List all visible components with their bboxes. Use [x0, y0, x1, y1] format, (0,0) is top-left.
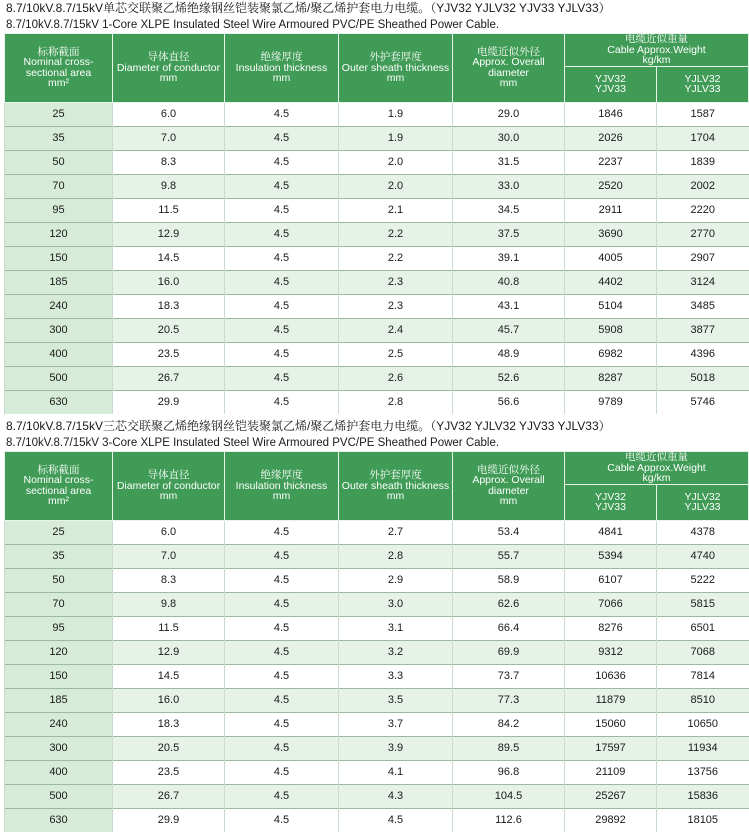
table-cell: 31.5: [453, 150, 565, 174]
table-cell: 4.5: [225, 784, 339, 808]
table-row: [5, 246, 749, 270]
table-cell: 89.5: [453, 736, 565, 760]
table-cell: 16.0: [113, 688, 225, 712]
table-cell: 6107: [565, 568, 657, 592]
table-cell: 62.6: [453, 592, 565, 616]
table-cell: 21109: [565, 760, 657, 784]
table-cell: 3690: [565, 222, 657, 246]
th-sheath: 外护套厚度 Outer sheath thickness mm: [339, 452, 453, 521]
table1-title-cn: 8.7/10kV.8.7/15kV单芯交联聚乙烯绝缘钢丝铠装聚氯乙烯/聚乙烯护套电力电缆。（YJV32 YJLV32 YJV33 YJLV33）: [6, 1, 611, 15]
cell-nominal-area: 95: [5, 616, 113, 640]
table2: [4, 451, 749, 832]
table-cell: 11879: [565, 688, 657, 712]
table-cell: 9312: [565, 640, 657, 664]
cell-nominal-area: 70: [5, 592, 113, 616]
table-cell: 104.5: [453, 784, 565, 808]
three-core-section: [0, 418, 721, 832]
table-cell: 18.3: [113, 294, 225, 318]
table-cell: 12.9: [113, 640, 225, 664]
table-row: [5, 544, 749, 568]
table-cell: 4.5: [225, 688, 339, 712]
table-cell: 14.5: [113, 246, 225, 270]
table-cell: 39.1: [453, 246, 565, 270]
table-cell: 5222: [657, 568, 749, 592]
table-cell: 34.5: [453, 198, 565, 222]
table-cell: 3124: [657, 270, 749, 294]
table-cell: 29.9: [113, 390, 225, 414]
table-cell: 4.5: [225, 520, 339, 544]
table-row: [5, 366, 749, 390]
table2-title-en: 8.7/10kV.8.7/15kV 3-Core XLPE Insulated Steel Wire Armoured PVC/PE Sheathed Power Cable.: [6, 437, 500, 449]
cell-nominal-area: 240: [5, 294, 113, 318]
table-cell: 17597: [565, 736, 657, 760]
table2-title: [0, 418, 650, 451]
table-cell: 4.3: [339, 784, 453, 808]
table1-title: [0, 0, 650, 33]
table-cell: 5908: [565, 318, 657, 342]
table-cell: 3.7: [339, 712, 453, 736]
table-cell: 4.5: [225, 592, 339, 616]
table-cell: 2026: [565, 126, 657, 150]
table1-body: [5, 102, 749, 414]
th-sheath: 外护套厚度 Outer sheath thickness mm: [339, 34, 453, 103]
table-cell: 1846: [565, 102, 657, 126]
table-cell: 12.9: [113, 222, 225, 246]
table-cell: 8276: [565, 616, 657, 640]
cell-nominal-area: 70: [5, 174, 113, 198]
cell-nominal-area: 50: [5, 150, 113, 174]
table-cell: 2.7: [339, 520, 453, 544]
table-row: [5, 318, 749, 342]
table-cell: 6.0: [113, 520, 225, 544]
table-cell: 53.4: [453, 520, 565, 544]
table-cell: 11934: [657, 736, 749, 760]
table-cell: 3.1: [339, 616, 453, 640]
table-cell: 29.9: [113, 808, 225, 832]
table-cell: 4378: [657, 520, 749, 544]
table-cell: 4.5: [225, 544, 339, 568]
table-cell: 16.0: [113, 270, 225, 294]
table-cell: 33.0: [453, 174, 565, 198]
table-cell: 4841: [565, 520, 657, 544]
table-cell: 4.5: [225, 102, 339, 126]
table-cell: 4.1: [339, 760, 453, 784]
table-cell: 7068: [657, 640, 749, 664]
table-cell: 14.5: [113, 664, 225, 688]
table-cell: 2.2: [339, 222, 453, 246]
table-cell: 1.9: [339, 102, 453, 126]
table-cell: 48.9: [453, 342, 565, 366]
table-cell: 4.5: [225, 640, 339, 664]
table-cell: 23.5: [113, 760, 225, 784]
table-cell: 4396: [657, 342, 749, 366]
table-cell: 7.0: [113, 544, 225, 568]
table-cell: 11.5: [113, 198, 225, 222]
table-cell: 15836: [657, 784, 749, 808]
cell-nominal-area: 185: [5, 688, 113, 712]
table-row: [5, 688, 749, 712]
table-row: [5, 520, 749, 544]
cell-nominal-area: 400: [5, 342, 113, 366]
table-cell: 2520: [565, 174, 657, 198]
cell-nominal-area: 300: [5, 736, 113, 760]
table-cell: 73.7: [453, 664, 565, 688]
table-cell: 4740: [657, 544, 749, 568]
table-cell: 2.9: [339, 568, 453, 592]
table-cell: 66.4: [453, 616, 565, 640]
table-cell: 8287: [565, 366, 657, 390]
table-cell: 30.0: [453, 126, 565, 150]
table-cell: 4.5: [225, 808, 339, 832]
table-cell: 1704: [657, 126, 749, 150]
table-cell: 4.5: [225, 198, 339, 222]
table-cell: 1587: [657, 102, 749, 126]
table-cell: 37.5: [453, 222, 565, 246]
table-cell: 7.0: [113, 126, 225, 150]
table-row: [5, 616, 749, 640]
table-cell: 5394: [565, 544, 657, 568]
table-cell: 3485: [657, 294, 749, 318]
table-cell: 7814: [657, 664, 749, 688]
table-row: [5, 198, 749, 222]
table-row: [5, 150, 749, 174]
table-cell: 4.5: [225, 568, 339, 592]
table-cell: 4.5: [225, 390, 339, 414]
table-cell: 4005: [565, 246, 657, 270]
table-cell: 3.0: [339, 592, 453, 616]
cell-nominal-area: 630: [5, 808, 113, 832]
cell-nominal-area: 500: [5, 784, 113, 808]
table-row: [5, 342, 749, 366]
cell-nominal-area: 300: [5, 318, 113, 342]
table-cell: 2907: [657, 246, 749, 270]
table-cell: 58.9: [453, 568, 565, 592]
table-cell: 4.5: [225, 318, 339, 342]
table-cell: 10636: [565, 664, 657, 688]
table-cell: 23.5: [113, 342, 225, 366]
table-cell: 18105: [657, 808, 749, 832]
table-cell: 8.3: [113, 568, 225, 592]
table-cell: 2.1: [339, 198, 453, 222]
table-cell: 7066: [565, 592, 657, 616]
table2-title-cn: 8.7/10kV.8.7/15kV三芯交联聚乙烯绝缘钢丝铠装聚氯乙烯/聚乙烯护套电力电缆。（YJV32 YJLV32 YJV33 YJLV33）: [6, 419, 611, 433]
th-weight-yjlv: YJLV32 YJLV33: [657, 484, 749, 520]
table-cell: 10650: [657, 712, 749, 736]
table-cell: 9.8: [113, 592, 225, 616]
cell-nominal-area: 500: [5, 366, 113, 390]
table-cell: 2.4: [339, 318, 453, 342]
cell-nominal-area: 185: [5, 270, 113, 294]
table-row: [5, 592, 749, 616]
table1-title-en: 8.7/10kV.8.7/15kV 1-Core XLPE Insulated Steel Wire Armoured PVC/PE Sheathed Power Cable.: [6, 19, 500, 31]
table-row: [5, 664, 749, 688]
cell-nominal-area: 50: [5, 568, 113, 592]
table-cell: 4.5: [225, 366, 339, 390]
table-cell: 18.3: [113, 712, 225, 736]
table-cell: 56.6: [453, 390, 565, 414]
table-cell: 2237: [565, 150, 657, 174]
table-cell: 6982: [565, 342, 657, 366]
cell-nominal-area: 35: [5, 544, 113, 568]
table-cell: 4.5: [225, 270, 339, 294]
table-cell: 3.3: [339, 664, 453, 688]
table-cell: 3.5: [339, 688, 453, 712]
table-cell: 4.5: [225, 126, 339, 150]
table-row: [5, 174, 749, 198]
table-cell: 20.5: [113, 736, 225, 760]
table-cell: 29892: [565, 808, 657, 832]
table-row: [5, 294, 749, 318]
table-cell: 6.0: [113, 102, 225, 126]
table-cell: 2.8: [339, 390, 453, 414]
table-cell: 5815: [657, 592, 749, 616]
table-cell: 96.8: [453, 760, 565, 784]
cell-nominal-area: 25: [5, 102, 113, 126]
table-cell: 84.2: [453, 712, 565, 736]
table-row: [5, 784, 749, 808]
single-core-section: [0, 0, 721, 414]
table-cell: 15060: [565, 712, 657, 736]
table-row: [5, 568, 749, 592]
table-cell: 2.5: [339, 342, 453, 366]
table-cell: 5746: [657, 390, 749, 414]
table-cell: 26.7: [113, 784, 225, 808]
table2-body: [5, 520, 749, 832]
table-cell: 4402: [565, 270, 657, 294]
th-insulation: 绝缘厚度 Insulation thickness mm: [225, 34, 339, 103]
cell-nominal-area: 150: [5, 246, 113, 270]
th-weight: 电缆近似重量 Cable Approx.Weight kg/km: [565, 452, 749, 485]
table-cell: 11.5: [113, 616, 225, 640]
table-cell: 2.3: [339, 270, 453, 294]
table-cell: 2.0: [339, 174, 453, 198]
th-nominal: 标称截面 Nominal cross-sectional area mm²: [5, 452, 113, 521]
table1: [4, 33, 749, 414]
cell-nominal-area: 95: [5, 198, 113, 222]
table-cell: 4.5: [225, 664, 339, 688]
cell-nominal-area: 120: [5, 640, 113, 664]
th-weight: 电缆近似重量 Cable Approx.Weight kg/km: [565, 34, 749, 67]
table-cell: 2.0: [339, 150, 453, 174]
table-cell: 6501: [657, 616, 749, 640]
cell-nominal-area: 120: [5, 222, 113, 246]
table-cell: 40.8: [453, 270, 565, 294]
table-cell: 2911: [565, 198, 657, 222]
table-cell: 52.6: [453, 366, 565, 390]
table-cell: 2220: [657, 198, 749, 222]
table-cell: 9789: [565, 390, 657, 414]
th-diameter: 导体直径 Diameter of conductor mm: [113, 34, 225, 103]
table-cell: 9.8: [113, 174, 225, 198]
table-cell: 25267: [565, 784, 657, 808]
table-cell: 5018: [657, 366, 749, 390]
table-cell: 1839: [657, 150, 749, 174]
th-overall: 电缆近似外径 Approx. Overall diameter mm: [453, 452, 565, 521]
table-row: [5, 222, 749, 246]
th-weight-yjv: YJV32 YJV33: [565, 484, 657, 520]
table-cell: 77.3: [453, 688, 565, 712]
table-row: [5, 390, 749, 414]
table-row: [5, 102, 749, 126]
table-cell: 4.5: [225, 712, 339, 736]
table-cell: 29.0: [453, 102, 565, 126]
cell-nominal-area: 35: [5, 126, 113, 150]
table-cell: 2.8: [339, 544, 453, 568]
cell-nominal-area: 25: [5, 520, 113, 544]
table-row: [5, 270, 749, 294]
cell-nominal-area: 630: [5, 390, 113, 414]
table-cell: 4.5: [225, 222, 339, 246]
table-cell: 3.9: [339, 736, 453, 760]
th-insulation: 绝缘厚度 Insulation thickness mm: [225, 452, 339, 521]
table-cell: 4.5: [225, 294, 339, 318]
table-cell: 45.7: [453, 318, 565, 342]
table-cell: 20.5: [113, 318, 225, 342]
table-cell: 4.5: [225, 150, 339, 174]
table-cell: 43.1: [453, 294, 565, 318]
table-cell: 8510: [657, 688, 749, 712]
table-row: [5, 640, 749, 664]
th-overall: 电缆近似外径 Approx. Overall diameter mm: [453, 34, 565, 103]
table-cell: 69.9: [453, 640, 565, 664]
table-cell: 4.5: [225, 616, 339, 640]
table-cell: 55.7: [453, 544, 565, 568]
table-cell: 13756: [657, 760, 749, 784]
table-row: [5, 760, 749, 784]
table-cell: 3877: [657, 318, 749, 342]
cell-nominal-area: 400: [5, 760, 113, 784]
cell-nominal-area: 150: [5, 664, 113, 688]
table-cell: 4.5: [339, 808, 453, 832]
th-nominal: 标称截面 Nominal cross-sectional area mm²: [5, 34, 113, 103]
table-cell: 4.5: [225, 736, 339, 760]
table-row: [5, 126, 749, 150]
table-cell: 3.2: [339, 640, 453, 664]
table-cell: 4.5: [225, 174, 339, 198]
table-cell: 4.5: [225, 760, 339, 784]
table-cell: 8.3: [113, 150, 225, 174]
table-cell: 2002: [657, 174, 749, 198]
table-cell: 4.5: [225, 246, 339, 270]
table-cell: 1.9: [339, 126, 453, 150]
table-cell: 112.6: [453, 808, 565, 832]
table-row: [5, 736, 749, 760]
th-diameter: 导体直径 Diameter of conductor mm: [113, 452, 225, 521]
table-cell: 4.5: [225, 342, 339, 366]
th-weight-yjlv: YJLV32 YJLV33: [657, 66, 749, 102]
table-cell: 5104: [565, 294, 657, 318]
table-row: [5, 712, 749, 736]
table-cell: 2.2: [339, 246, 453, 270]
cell-nominal-area: 240: [5, 712, 113, 736]
table-cell: 26.7: [113, 366, 225, 390]
table-cell: 2770: [657, 222, 749, 246]
table-row: [5, 808, 749, 832]
table-cell: 2.3: [339, 294, 453, 318]
th-weight-yjv: YJV32 YJV33: [565, 66, 657, 102]
table-cell: 2.6: [339, 366, 453, 390]
